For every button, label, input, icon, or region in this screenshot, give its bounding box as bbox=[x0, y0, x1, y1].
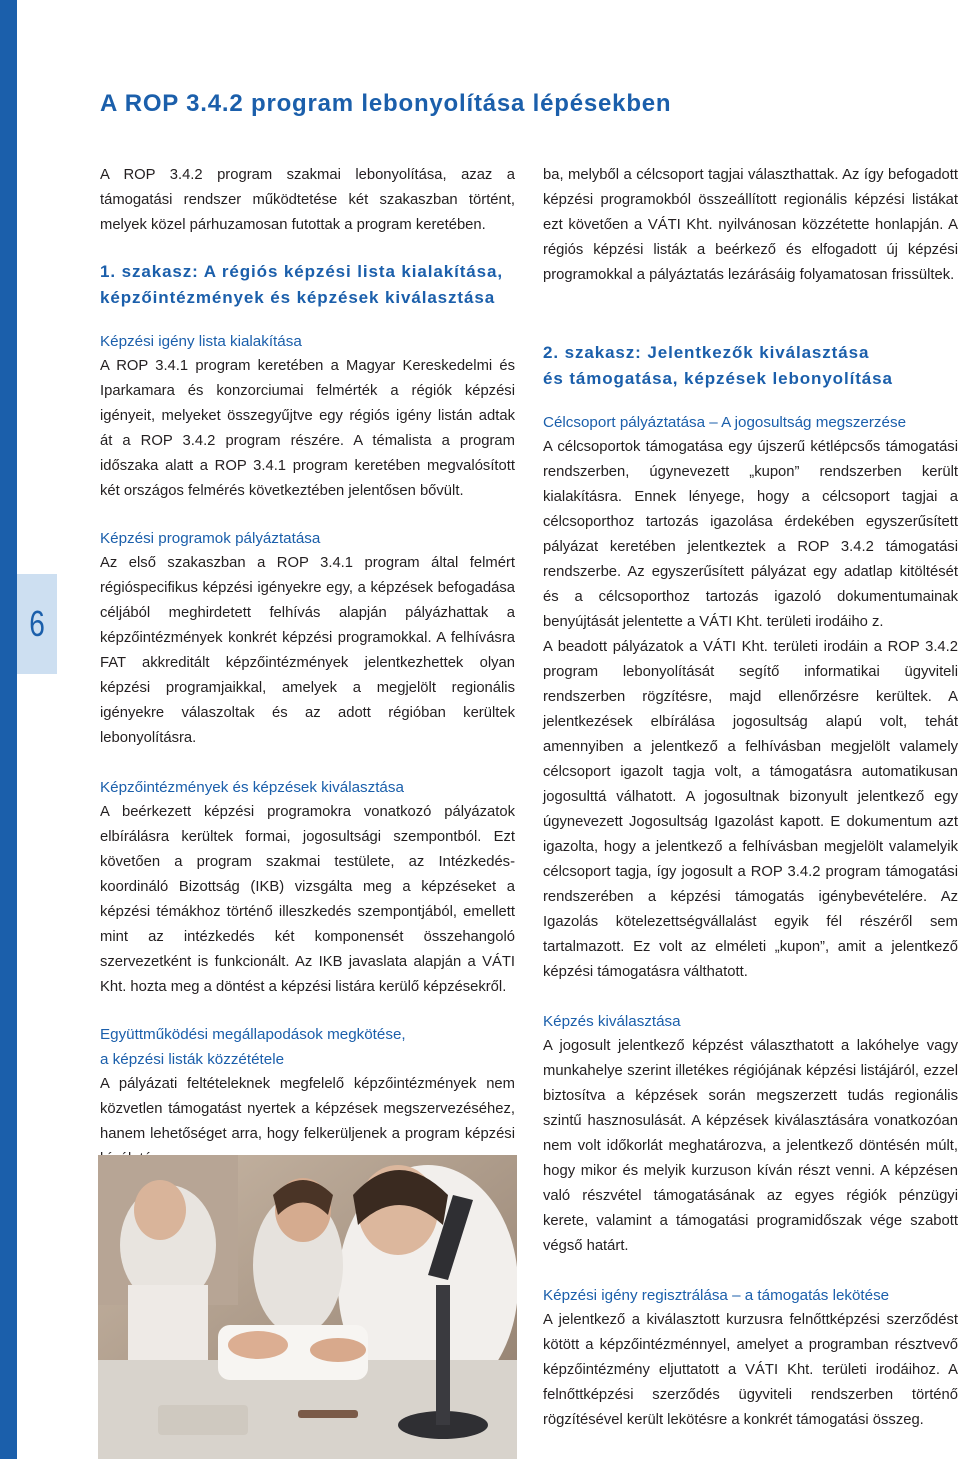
sub-heading-institution-selection: Képzőintézmények és képzések kiválasztása bbox=[100, 779, 404, 796]
paragraph-program-tender: Az első szakaszban a ROP 3.4.1 program által felmért régióspecifikus képzési igényekre egy, a képzések befogadása céljából meghirdetett felhívás alapján pályázhattak a képzőintézmények konkrét képzési programokkal. A felhívásra FAT akkreditált képzőintézmények jelentkezhettek olyan képzési programjaikkal, amelyek a megjelölt regionális igényekre válaszoltak és az adott régióban kerültek lebonyolításra. bbox=[100, 555, 515, 746]
paragraph-target-group-b: A beadott pályázatok a VÁTI Kht. területi irodáin a ROP 3.4.2 program lebonyolítását segítő informatikai ügyviteli rendszerben rögzítésre, majd ellenőrzésre kerültek. A jelentkezések elbírálása jogosultság alapú volt, tehát amennyiben a jelentkező a felhívásban megjelölt valamely célcsoport igazolt tagja volt, a támogatásra automatikusan jogosulttá válhatott. A jogosultnak bizonyult jelentkező egy úgynevezett Jogosultság Igazolást kapott. E dokumentum azt igazolta, hogy a jelentkező a felhívásban megjelölt valamelyik célcsoport tagja, így jogosult a ROP 3.4.2 program támogatási rendszerében a képzési támogatás igénybevételére. Az Igazolás kötelezettségvállalást egyik fél részéről sem tartalmazott. Ez volt az elméleti „kupon”, amit a jelentkező képzési támogatásra válthatott. bbox=[543, 639, 958, 980]
sub-heading-registration: Képzési igény regisztrálása – a támogatás lekötése bbox=[543, 1287, 890, 1304]
paragraph-target-group-a: A célcsoportok támogatása egy újszerű kétlépcsős támogatási rendszerben, úgynevezett „kupon” rendszerben került kialakításra. Ennek lényege, hogy a célcsoport tagjai a célcsoporthoz tartozás igazolása érdekében egyszerűsített pályázat keretében jelentkeztek a ROP 3.4.2 támogatási rendszerbe. Az egyszerűsített pályázat egy adatlap kitöltését és a célcsoporthoz tartozás igazoló dokumentumainak benyújtását jelentette a VÁTI Kht. területi irodáiho z. bbox=[543, 439, 958, 630]
paragraph-continued: ba, melyből a célcsoport tagjai választhattak. Az így befogadott képzési programokból összeállított regionális képzési listákat ezt követően a VÁTI Kht. nyilvánosan közzétette honlapján. A régiós képzési listák a beérkező és elfogadott új képzési programokkal a pályáztatás lezárásáig folyamatosan frissültek. bbox=[543, 167, 958, 283]
section2-heading-line2: és támogatása, képzések lebonyolítása bbox=[543, 369, 893, 388]
left-column bbox=[100, 163, 515, 1172]
paragraph-registration: A jelentkező a kiválasztott kurzusra felnőttképzési szerződést kötött a képzőintézménnyel, amelyet a programban résztvevő képzőintézmény eljuttatott a VÁTI Kht. területi irodáihoz. A felnőttképzési szerződés ügyviteli rendszerben történő rögzítésével került lekötésre a konkrét támogatási összeg. bbox=[543, 1312, 958, 1428]
page-number-tab bbox=[17, 574, 57, 674]
intro-paragraph: A ROP 3.4.2 program szakmai lebonyolítása, azaz a támogatási rendszer működtetése két szakaszban történt, melyek közel párhuzamosan futottak a program keretében. bbox=[100, 167, 515, 233]
sub-heading-agreements-line1: Együttműködési megállapodások megkötése, bbox=[100, 1026, 406, 1043]
paragraph-agreements: A pályázati feltételeknek megfelelő képzőintézmények nem közvetlen támogatást nyertek a képzések megszervezéséhez, hanem lehetőséget arra, hogy felkerüljenek a program képzési bbox=[100, 1076, 515, 1142]
paragraph-institution-selection: A beérkezett képzési programokra vonatkozó pályázatok elbírálásra kerültek formai, jogosultsági szempontból. Ezt követően a program szakmai testülete, az Intézkedés-koordináló Bizottság (IKB) vizsgálta meg a képzéseket a képzési témákhoz történő illeszkedés szempontjából, emellett mint az intézkedés két komponensét összehangoló szervezetként is funkcionált. Az IKB javaslata alapján a VÁTI Kht. hozta meg a döntést a képzési listára kerülő képzésekről. bbox=[100, 804, 515, 995]
sub-heading-program-tender: Képzési programok pályáztatása bbox=[100, 530, 321, 547]
paragraph-demand-list: A ROP 3.4.1 program keretében a Magyar Kereskedelmi és Iparkamara és konzorciumai felmérték a régiók képzési igényeit, melyeket összegyűjtve egy régiós igény listán adtak át a ROP 3.4.2 program részére. A témalista a program időszaka alatt a ROP 3.4.1 program keretében megvalósított két országos felmérés következtében jelentősen bővült. bbox=[100, 358, 515, 499]
sub-heading-agreements-line2: a képzési listák közzététele bbox=[100, 1051, 285, 1068]
page-number: 6 bbox=[29, 603, 45, 644]
section1-heading: 1. szakasz: A régiós képzési lista kialakítása, képzőintézmények és képzések kiválasztása bbox=[100, 262, 503, 307]
sub-heading-target-group: Célcsoport pályáztatása – A jogosultság megszerzése bbox=[543, 414, 907, 431]
sub-heading-course-selection: Képzés kiválasztása bbox=[543, 1013, 681, 1030]
sub-heading-agreements bbox=[100, 1022, 515, 1072]
section2-heading-line1: 2. szakasz: Jelentkezők kiválasztása bbox=[543, 343, 870, 362]
right-column bbox=[543, 163, 958, 1433]
manicure-class-photo bbox=[98, 1155, 517, 1459]
section2-heading bbox=[543, 340, 958, 392]
sub-heading-demand-list: Képzési igény lista kialakítása bbox=[100, 333, 302, 350]
paragraph-course-selection: A jogosult jelentkező képzést választhatott a lakóhelye vagy munkahelye szerint illetékes régiójának képzési listájáról, ezzel biztosítva a képzések során megszerzett tudás regionális szintű hasznosulását. A képzések kiválasztására vonatkozóan nem volt időkorlát meghatározva, a jelentkező döntésén múlt, hogy mikor és melyik kurzuson kíván részt venni. A képzésen való részvétel támogatásának az egyes régiók pénzügyi kerete, valamint a támogatási programidőszak vége szabott végső határt. bbox=[543, 1038, 958, 1254]
photo-illustration bbox=[98, 1155, 517, 1459]
left-edge-bar bbox=[0, 0, 17, 1459]
page-title: A ROP 3.4.2 program lebonyolítása lépésekben bbox=[100, 90, 672, 117]
